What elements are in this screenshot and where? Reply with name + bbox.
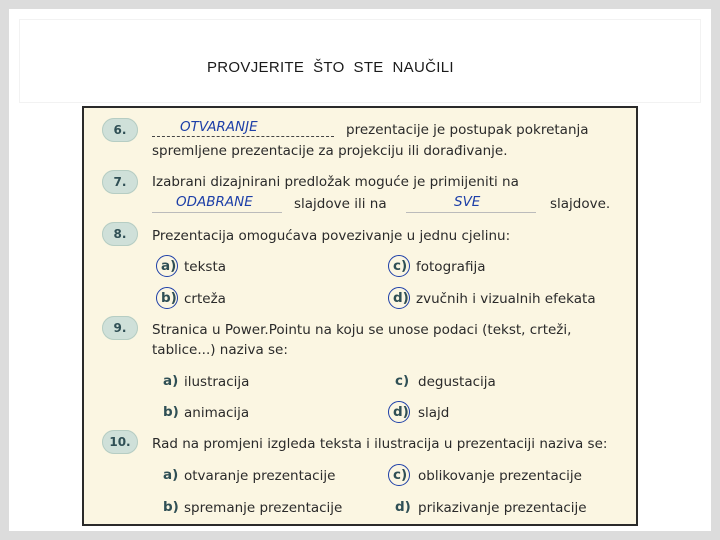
question-text: Rad na promjeni izgleda teksta i ilustracija u prezentaciji naziva se: [152,436,608,452]
question-number-badge: 6. [102,118,138,142]
answer-blank-line [152,212,282,213]
question-number-badge: 9. [102,316,138,340]
question-number-badge: 8. [102,222,138,246]
question-text: Prezentacija omogućava povezivanje u jednu cjelinu: [152,228,511,244]
option-letter: c) [393,258,408,274]
question-text: Izabrani dizajnirani predložak moguće je primijeniti na [152,174,519,190]
option-letter: b) [163,404,179,420]
option-text: animacija [184,405,250,421]
option-text: zvučnih i vizualnih efekata [416,291,596,307]
option-text: ilustracija [184,374,250,390]
option-letter: a) [161,258,177,274]
option-letter: d) [395,499,411,515]
question-number-badge: 10. [102,430,138,454]
slide-title: PROVJERITE ŠTO STE NAUČILI [207,59,454,76]
handwritten-answer: SVE [454,194,481,210]
question-text: slajdove ili na [294,196,387,212]
option-text: otvaranje prezentacije [184,468,336,484]
option-letter: d) [393,404,409,420]
question-number-badge: 7. [102,170,138,194]
option-letter: a) [163,467,179,483]
option-text: oblikovanje prezentacije [418,468,582,484]
option-letter: a) [163,373,179,389]
answer-blank-line [406,212,536,213]
answer-blank-line [152,136,334,137]
question-text: tablice...) naziva se: [152,342,288,358]
option-letter: d) [393,290,409,306]
option-letter: b) [163,499,179,515]
handwritten-answer: OTVARANJE [180,119,258,135]
option-text: teksta [184,259,227,275]
option-text: crteža [184,291,226,307]
question-text: slajdove. [550,196,611,212]
question-text: spremljene prezentacije za projekciju ili dorađivanje. [152,143,508,159]
question-text: Stranica u Power.Pointu na koju se unose podaci (tekst, crteži, [152,322,572,338]
option-letter: b) [161,290,177,306]
option-text: spremanje prezentacije [184,500,343,516]
option-text: fotografija [416,259,486,275]
option-text: degustacija [418,374,496,390]
option-text: slajd [418,405,450,421]
option-letter: c) [393,467,408,483]
question-text: prezentacije je postupak pokretanja [346,122,589,138]
option-text: prikazivanje prezentacije [418,500,587,516]
option-letter: c) [395,373,410,389]
worksheet-image [82,106,638,526]
handwritten-answer: ODABRANE [176,194,253,210]
